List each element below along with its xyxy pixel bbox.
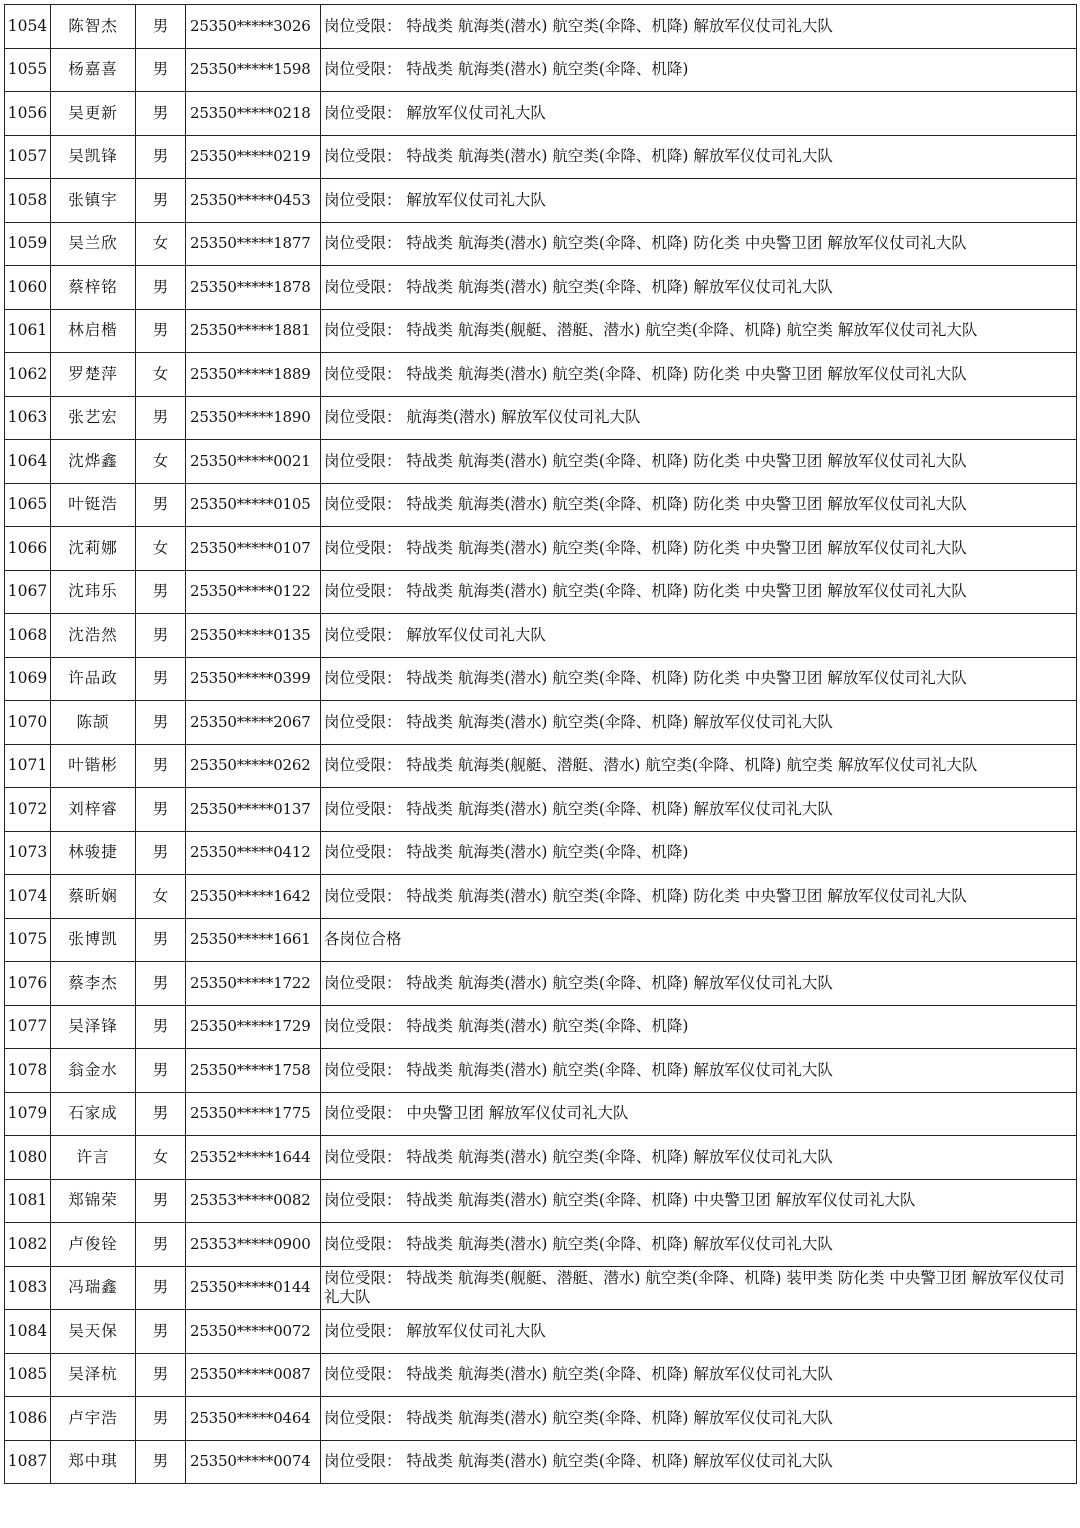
name-cell: 吴凯锋	[51, 135, 136, 179]
id-number-cell: 25350*****1722	[186, 962, 321, 1006]
sex-cell: 男	[136, 5, 186, 49]
id-number-cell: 25350*****1729	[186, 1005, 321, 1049]
row-number-cell: 1083	[5, 1266, 51, 1310]
sex-cell: 男	[136, 1353, 186, 1397]
table-row	[5, 92, 1077, 136]
table-row	[5, 744, 1077, 788]
sex-cell: 男	[136, 266, 186, 310]
id-number-cell: 25350*****0412	[186, 831, 321, 875]
remark-cell: 岗位受限： 特战类 航海类(潜水) 航空类(伞降、机降) 解放军仪仗司礼大队	[321, 135, 1077, 179]
name-cell: 吴泽锋	[51, 1005, 136, 1049]
sex-cell: 男	[136, 1266, 186, 1310]
row-number-cell: 1085	[5, 1353, 51, 1397]
table-row	[5, 831, 1077, 875]
table-row	[5, 918, 1077, 962]
name-cell: 吴更新	[51, 92, 136, 136]
table-row	[5, 440, 1077, 484]
table-row	[5, 527, 1077, 571]
id-number-cell: 25350*****0105	[186, 483, 321, 527]
table-row	[5, 1266, 1077, 1310]
name-cell: 蔡李杰	[51, 962, 136, 1006]
table-row	[5, 222, 1077, 266]
table-row	[5, 1310, 1077, 1354]
name-cell: 卢俊铨	[51, 1223, 136, 1267]
row-number-cell: 1076	[5, 962, 51, 1006]
remark-cell: 岗位受限： 特战类 航海类(潜水) 航空类(伞降、机降) 解放军仪仗司礼大队	[321, 1397, 1077, 1441]
id-number-cell: 25350*****0072	[186, 1310, 321, 1354]
table-row	[5, 483, 1077, 527]
row-number-cell: 1072	[5, 788, 51, 832]
row-number-cell: 1078	[5, 1049, 51, 1093]
sex-cell: 男	[136, 396, 186, 440]
remark-cell: 岗位受限： 解放军仪仗司礼大队	[321, 92, 1077, 136]
id-number-cell: 25350*****1598	[186, 48, 321, 92]
row-number-cell: 1080	[5, 1136, 51, 1180]
table-row	[5, 1223, 1077, 1267]
remark-cell: 岗位受限： 解放军仪仗司礼大队	[321, 1310, 1077, 1354]
id-number-cell: 25350*****0021	[186, 440, 321, 484]
sex-cell: 男	[136, 962, 186, 1006]
sex-cell: 男	[136, 309, 186, 353]
row-number-cell: 1060	[5, 266, 51, 310]
table-row	[5, 1397, 1077, 1441]
table-row	[5, 701, 1077, 745]
sex-cell: 男	[136, 483, 186, 527]
name-cell: 蔡昕娴	[51, 875, 136, 919]
id-number-cell: 25350*****0218	[186, 92, 321, 136]
sex-cell: 女	[136, 440, 186, 484]
id-number-cell: 25350*****1878	[186, 266, 321, 310]
row-number-cell: 1061	[5, 309, 51, 353]
sex-cell: 男	[136, 831, 186, 875]
row-number-cell: 1062	[5, 353, 51, 397]
remark-cell: 岗位受限： 特战类 航海类(潜水) 航空类(伞降、机降) 防化类 中央警卫团 解放军仪仗司礼大队	[321, 353, 1077, 397]
sex-cell: 男	[136, 48, 186, 92]
row-number-cell: 1058	[5, 179, 51, 223]
row-number-cell: 1073	[5, 831, 51, 875]
name-cell: 张博凯	[51, 918, 136, 962]
table-row	[5, 48, 1077, 92]
row-number-cell: 1068	[5, 614, 51, 658]
table-body	[5, 5, 1077, 1484]
id-number-cell: 25350*****1661	[186, 918, 321, 962]
name-cell: 沈莉娜	[51, 527, 136, 571]
id-number-cell: 25350*****3026	[186, 5, 321, 49]
table-row	[5, 396, 1077, 440]
id-number-cell: 25350*****0464	[186, 1397, 321, 1441]
sex-cell: 男	[136, 1049, 186, 1093]
sex-cell: 女	[136, 1136, 186, 1180]
id-number-cell: 25350*****0087	[186, 1353, 321, 1397]
name-cell: 叶锴彬	[51, 744, 136, 788]
id-number-cell: 25350*****0219	[186, 135, 321, 179]
row-number-cell: 1063	[5, 396, 51, 440]
name-cell: 吴泽杭	[51, 1353, 136, 1397]
table-row	[5, 353, 1077, 397]
row-number-cell: 1066	[5, 527, 51, 571]
row-number-cell: 1087	[5, 1440, 51, 1484]
name-cell: 沈烨鑫	[51, 440, 136, 484]
row-number-cell: 1082	[5, 1223, 51, 1267]
row-number-cell: 1069	[5, 657, 51, 701]
remark-cell: 岗位受限： 特战类 航海类(潜水) 航空类(伞降、机降)	[321, 831, 1077, 875]
name-cell: 叶铤浩	[51, 483, 136, 527]
id-number-cell: 25350*****0262	[186, 744, 321, 788]
row-number-cell: 1081	[5, 1179, 51, 1223]
remark-cell: 岗位受限： 特战类 航海类(潜水) 航空类(伞降、机降) 解放军仪仗司礼大队	[321, 1223, 1077, 1267]
row-number-cell: 1064	[5, 440, 51, 484]
name-cell: 许言	[51, 1136, 136, 1180]
sex-cell: 男	[136, 701, 186, 745]
name-cell: 翁金水	[51, 1049, 136, 1093]
table-row	[5, 1179, 1077, 1223]
id-number-cell: 25350*****1881	[186, 309, 321, 353]
remark-cell: 岗位受限： 特战类 航海类(潜水) 航空类(伞降、机降) 解放军仪仗司礼大队	[321, 1136, 1077, 1180]
id-number-cell: 25350*****1775	[186, 1092, 321, 1136]
sex-cell: 男	[136, 657, 186, 701]
name-cell: 沈浩然	[51, 614, 136, 658]
remark-cell: 岗位受限： 特战类 航海类(舰艇、潜艇、潜水) 航空类(伞降、机降) 装甲类 防化类 中央警卫团 解放军仪仗司礼大队	[321, 1266, 1077, 1310]
sex-cell: 男	[136, 1223, 186, 1267]
name-cell: 许品政	[51, 657, 136, 701]
name-cell: 吴兰欣	[51, 222, 136, 266]
name-cell: 郑锦荣	[51, 1179, 136, 1223]
remark-cell: 岗位受限： 特战类 航海类(潜水) 航空类(伞降、机降) 解放军仪仗司礼大队	[321, 962, 1077, 1006]
table-row	[5, 1092, 1077, 1136]
name-cell: 林骏捷	[51, 831, 136, 875]
sex-cell: 男	[136, 614, 186, 658]
sex-cell: 男	[136, 1179, 186, 1223]
sex-cell: 女	[136, 527, 186, 571]
sex-cell: 女	[136, 875, 186, 919]
table-row	[5, 1353, 1077, 1397]
name-cell: 卢宇浩	[51, 1397, 136, 1441]
name-cell: 陈颉	[51, 701, 136, 745]
sex-cell: 男	[136, 918, 186, 962]
remark-cell: 岗位受限： 特战类 航海类(舰艇、潜艇、潜水) 航空类(伞降、机降) 航空类 解放军仪仗司礼大队	[321, 309, 1077, 353]
id-number-cell: 25350*****1889	[186, 353, 321, 397]
remark-cell: 岗位受限： 航海类(潜水) 解放军仪仗司礼大队	[321, 396, 1077, 440]
row-number-cell: 1077	[5, 1005, 51, 1049]
name-cell: 张镇宇	[51, 179, 136, 223]
row-number-cell: 1075	[5, 918, 51, 962]
sex-cell: 男	[136, 179, 186, 223]
name-cell: 冯瑞鑫	[51, 1266, 136, 1310]
remark-cell: 岗位受限： 特战类 航海类(舰艇、潜艇、潜水) 航空类(伞降、机降) 航空类 解放军仪仗司礼大队	[321, 744, 1077, 788]
table-row	[5, 875, 1077, 919]
id-number-cell: 25353*****0082	[186, 1179, 321, 1223]
sex-cell: 男	[136, 570, 186, 614]
remark-cell: 岗位受限： 特战类 航海类(潜水) 航空类(伞降、机降) 防化类 中央警卫团 解放军仪仗司礼大队	[321, 875, 1077, 919]
name-cell: 吴天保	[51, 1310, 136, 1354]
remark-cell: 岗位受限： 特战类 航海类(潜水) 航空类(伞降、机降) 解放军仪仗司礼大队	[321, 1440, 1077, 1484]
id-number-cell: 25350*****0074	[186, 1440, 321, 1484]
id-number-cell: 25350*****1642	[186, 875, 321, 919]
row-number-cell: 1055	[5, 48, 51, 92]
remark-cell: 岗位受限： 特战类 航海类(潜水) 航空类(伞降、机降) 解放军仪仗司礼大队	[321, 266, 1077, 310]
table-row	[5, 135, 1077, 179]
sex-cell: 男	[136, 744, 186, 788]
id-number-cell: 25350*****0453	[186, 179, 321, 223]
table-row	[5, 1136, 1077, 1180]
id-number-cell: 25350*****1758	[186, 1049, 321, 1093]
row-number-cell: 1057	[5, 135, 51, 179]
row-number-cell: 1079	[5, 1092, 51, 1136]
table-row	[5, 614, 1077, 658]
row-number-cell: 1067	[5, 570, 51, 614]
table-row	[5, 1049, 1077, 1093]
table-row	[5, 1440, 1077, 1484]
id-number-cell: 25350*****0135	[186, 614, 321, 658]
id-number-cell: 25353*****0900	[186, 1223, 321, 1267]
remark-cell: 岗位受限： 特战类 航海类(潜水) 航空类(伞降、机降) 防化类 中央警卫团 解放军仪仗司礼大队	[321, 222, 1077, 266]
id-number-cell: 25350*****0399	[186, 657, 321, 701]
id-number-cell: 25350*****0107	[186, 527, 321, 571]
remark-cell: 岗位受限： 特战类 航海类(潜水) 航空类(伞降、机降)	[321, 1005, 1077, 1049]
sex-cell: 男	[136, 92, 186, 136]
id-number-cell: 25352*****1644	[186, 1136, 321, 1180]
remark-cell: 岗位受限： 解放军仪仗司礼大队	[321, 179, 1077, 223]
id-number-cell: 25350*****2067	[186, 701, 321, 745]
sex-cell: 女	[136, 222, 186, 266]
results-sheet	[4, 4, 1076, 1484]
row-number-cell: 1054	[5, 5, 51, 49]
row-number-cell: 1086	[5, 1397, 51, 1441]
row-number-cell: 1084	[5, 1310, 51, 1354]
row-number-cell: 1056	[5, 92, 51, 136]
remark-cell: 岗位受限： 特战类 航海类(潜水) 航空类(伞降、机降) 解放军仪仗司礼大队	[321, 701, 1077, 745]
remark-cell: 岗位受限： 特战类 航海类(潜水) 航空类(伞降、机降) 解放军仪仗司礼大队	[321, 1353, 1077, 1397]
remark-cell: 岗位受限： 特战类 航海类(潜水) 航空类(伞降、机降) 防化类 中央警卫团 解放军仪仗司礼大队	[321, 527, 1077, 571]
table-row	[5, 962, 1077, 1006]
remark-cell: 各岗位合格	[321, 918, 1077, 962]
remark-cell: 岗位受限： 特战类 航海类(潜水) 航空类(伞降、机降) 解放军仪仗司礼大队	[321, 788, 1077, 832]
id-number-cell: 25350*****1877	[186, 222, 321, 266]
table-row	[5, 309, 1077, 353]
name-cell: 蔡梓铭	[51, 266, 136, 310]
table-row	[5, 5, 1077, 49]
row-number-cell: 1059	[5, 222, 51, 266]
results-table	[4, 4, 1077, 1484]
remark-cell: 岗位受限： 特战类 航海类(潜水) 航空类(伞降、机降) 中央警卫团 解放军仪仗司礼大队	[321, 1179, 1077, 1223]
row-number-cell: 1070	[5, 701, 51, 745]
name-cell: 刘梓睿	[51, 788, 136, 832]
table-row	[5, 570, 1077, 614]
name-cell: 石家成	[51, 1092, 136, 1136]
table-row	[5, 179, 1077, 223]
remark-cell: 岗位受限： 特战类 航海类(潜水) 航空类(伞降、机降) 防化类 中央警卫团 解放军仪仗司礼大队	[321, 570, 1077, 614]
id-number-cell: 25350*****1890	[186, 396, 321, 440]
remark-cell: 岗位受限： 中央警卫团 解放军仪仗司礼大队	[321, 1092, 1077, 1136]
row-number-cell: 1071	[5, 744, 51, 788]
table-row	[5, 1005, 1077, 1049]
table-row	[5, 266, 1077, 310]
sex-cell: 女	[136, 353, 186, 397]
row-number-cell: 1065	[5, 483, 51, 527]
name-cell: 张艺宏	[51, 396, 136, 440]
sex-cell: 男	[136, 1092, 186, 1136]
sex-cell: 男	[136, 1397, 186, 1441]
table-row	[5, 657, 1077, 701]
sex-cell: 男	[136, 788, 186, 832]
remark-cell: 岗位受限： 特战类 航海类(潜水) 航空类(伞降、机降)	[321, 48, 1077, 92]
remark-cell: 岗位受限： 解放军仪仗司礼大队	[321, 614, 1077, 658]
sex-cell: 男	[136, 135, 186, 179]
id-number-cell: 25350*****0144	[186, 1266, 321, 1310]
remark-cell: 岗位受限： 特战类 航海类(潜水) 航空类(伞降、机降) 防化类 中央警卫团 解放军仪仗司礼大队	[321, 657, 1077, 701]
remark-cell: 岗位受限： 特战类 航海类(潜水) 航空类(伞降、机降) 解放军仪仗司礼大队	[321, 1049, 1077, 1093]
sex-cell: 男	[136, 1005, 186, 1049]
id-number-cell: 25350*****0122	[186, 570, 321, 614]
name-cell: 沈玮乐	[51, 570, 136, 614]
name-cell: 林启楷	[51, 309, 136, 353]
remark-cell: 岗位受限： 特战类 航海类(潜水) 航空类(伞降、机降) 防化类 中央警卫团 解放军仪仗司礼大队	[321, 483, 1077, 527]
name-cell: 杨嘉喜	[51, 48, 136, 92]
name-cell: 陈智杰	[51, 5, 136, 49]
table-row	[5, 788, 1077, 832]
sex-cell: 男	[136, 1440, 186, 1484]
remark-cell: 岗位受限： 特战类 航海类(潜水) 航空类(伞降、机降) 解放军仪仗司礼大队	[321, 5, 1077, 49]
id-number-cell: 25350*****0137	[186, 788, 321, 832]
remark-cell: 岗位受限： 特战类 航海类(潜水) 航空类(伞降、机降) 防化类 中央警卫团 解放军仪仗司礼大队	[321, 440, 1077, 484]
name-cell: 郑中琪	[51, 1440, 136, 1484]
row-number-cell: 1074	[5, 875, 51, 919]
sex-cell: 男	[136, 1310, 186, 1354]
name-cell: 罗楚萍	[51, 353, 136, 397]
